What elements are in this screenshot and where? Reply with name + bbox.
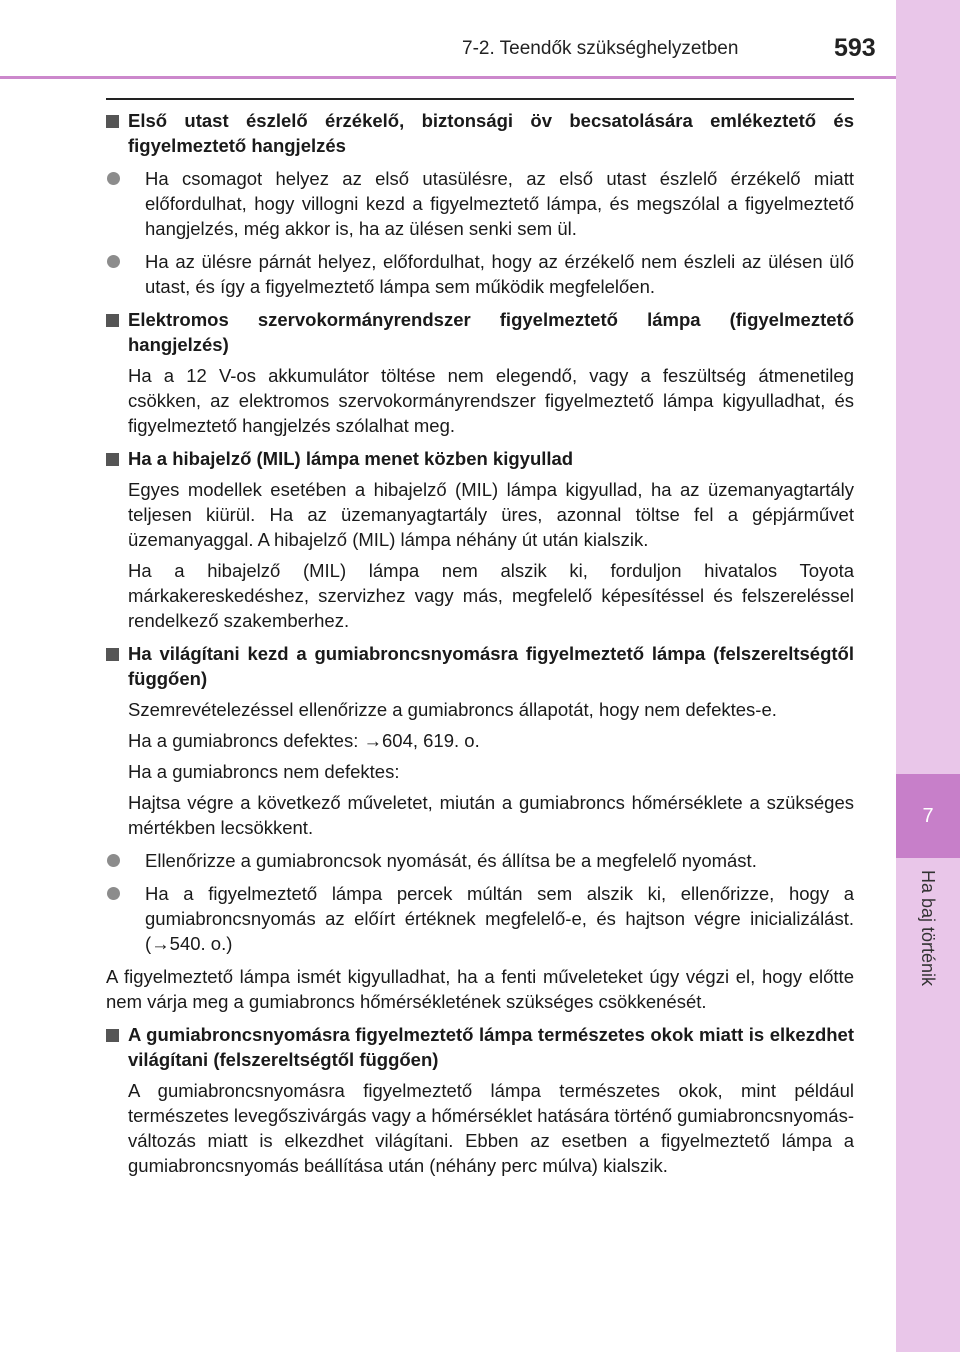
round-bullet-icon	[107, 255, 120, 268]
section-passenger-sensor	[106, 108, 854, 299]
section-power-steering	[106, 307, 854, 438]
chapter-title: Ha baj történik	[918, 870, 938, 987]
section-heading: Ha világítani kezd a gumiabroncsnyomásra figyelmeztető lámpa (felszereltségtől függően)	[106, 641, 854, 691]
paragraph: Egyes modellek esetében a hibajelző (MIL) lámpa kigyullad, ha az üzemanyagtartály teljesen kiürül. Ha az üzemanyagtartály üres, azonnal töltse fel a gépjárművet üzemanyaggal. A hibajelző (MIL) lámpa néhány út után kialszik.	[128, 479, 854, 550]
square-bullet-icon	[106, 314, 119, 327]
section-heading: Első utast észlelő érzékelő, biztonsági öv becsatolására emlékeztető és figyelmeztető hangjelzés	[106, 108, 854, 158]
square-bullet-icon	[106, 1029, 119, 1042]
section-tire-lamp-natural-causes	[106, 1022, 854, 1178]
paragraph: Hajtsa végre a következő műveletet, miután a gumiabroncs hőmérséklete a szükséges mértékben lecsökkent.	[128, 792, 854, 838]
square-bullet-icon	[106, 115, 119, 128]
section-heading: A gumiabroncsnyomásra figyelmeztető lámpa természetes okok miatt is elkezdhet világítani (felszereltségtől függően)	[106, 1022, 854, 1072]
content-top-rule	[106, 98, 854, 100]
bullet-item: Ha az ülésre párnát helyez, előfordulhat, hogy az érzékelő nem észleli az ülésen ülő utast, és így a figyelmeztető lámpa sem működik megfelelően.	[106, 249, 854, 299]
section-title: 7-2. Teendők szükséghelyzetben	[462, 38, 739, 59]
chapter-number-tab[interactable]: 7	[896, 774, 960, 858]
section-mil-lamp	[106, 446, 854, 633]
header-divider	[0, 76, 896, 79]
square-bullet-icon	[106, 453, 119, 466]
bullet-item: Ha a figyelmeztető lámpa percek múltán sem alszik ki, ellenőrizze, hogy a gumiabroncsnyomás az előírt értéknek megfelelő-e, és hajtson végre inicializálást. (→540. o.)	[106, 881, 854, 956]
paragraph: A gumiabroncsnyomásra figyelmeztető lámpa természetes okok, mint például természetes levegőszivárgás vagy a hőmérséklet hatására történő gumiabroncsnyomás-változás miatt is elkezdhet világítani. Ebben az esetben a figyelmeztető lámpa a gumiabroncsnyomás beállítása után (néhány perc múlva) kialszik.	[128, 1080, 854, 1176]
note-paragraph: A figyelmeztető lámpa ismét kigyulladhat, ha a fenti műveleteket úgy végzi el, hogy előtte nem várja meg a gumiabroncs hőmérsékletének szükséges csökkenését.	[106, 966, 854, 1012]
main-content	[106, 108, 854, 1186]
bullet-item: Ha csomagot helyez az első utasülésre, az első utast észlelő érzékelő miatt előfordulhat, hogy villogni kezd a figyelmeztető lámpa, és megszólal a figyelmeztető hangjelzés, még akkor is, ha az ülésen senki sem ül.	[106, 166, 854, 241]
chapter-sidebar	[896, 0, 960, 1352]
page-number: 593	[834, 34, 876, 62]
section-heading: Ha a hibajelző (MIL) lámpa menet közben kigyullad	[106, 446, 854, 471]
paragraph: Ha a hibajelző (MIL) lámpa nem alszik ki, forduljon hivatalos Toyota márkakereskedéshez, szervizhez vagy más, megfelelő képesítéssel és felszereléssel rendelkező szakemberhez.	[128, 560, 854, 631]
round-bullet-icon	[107, 172, 120, 185]
section-heading: Elektromos szervokormányrendszer figyelmeztető lámpa (figyelmeztető hangjelzés)	[106, 307, 854, 357]
round-bullet-icon	[107, 887, 120, 900]
bullet-item: Ellenőrizze a gumiabroncsok nyomását, és állítsa be a megfelelő nyomást.	[106, 848, 854, 873]
cross-reference[interactable]: Ha a gumiabroncs defektes: →604, 619. o.	[128, 730, 480, 751]
paragraph: Szemrevételezéssel ellenőrizze a gumiabroncs állapotát, hogy nem defektes-e.	[128, 699, 777, 720]
round-bullet-icon	[107, 854, 120, 867]
paragraph: Ha a 12 V-os akkumulátor töltése nem elegendő, vagy a feszültség átmenetileg csökken, az elektromos szervokormányrendszer figyelmeztető lámpa kigyulladhat, és figyelmeztető hangjelzés szólalhat meg.	[128, 365, 854, 436]
square-bullet-icon	[106, 648, 119, 661]
paragraph: Ha a gumiabroncs nem defektes:	[128, 761, 400, 782]
section-tire-pressure-lamp	[106, 641, 854, 1014]
